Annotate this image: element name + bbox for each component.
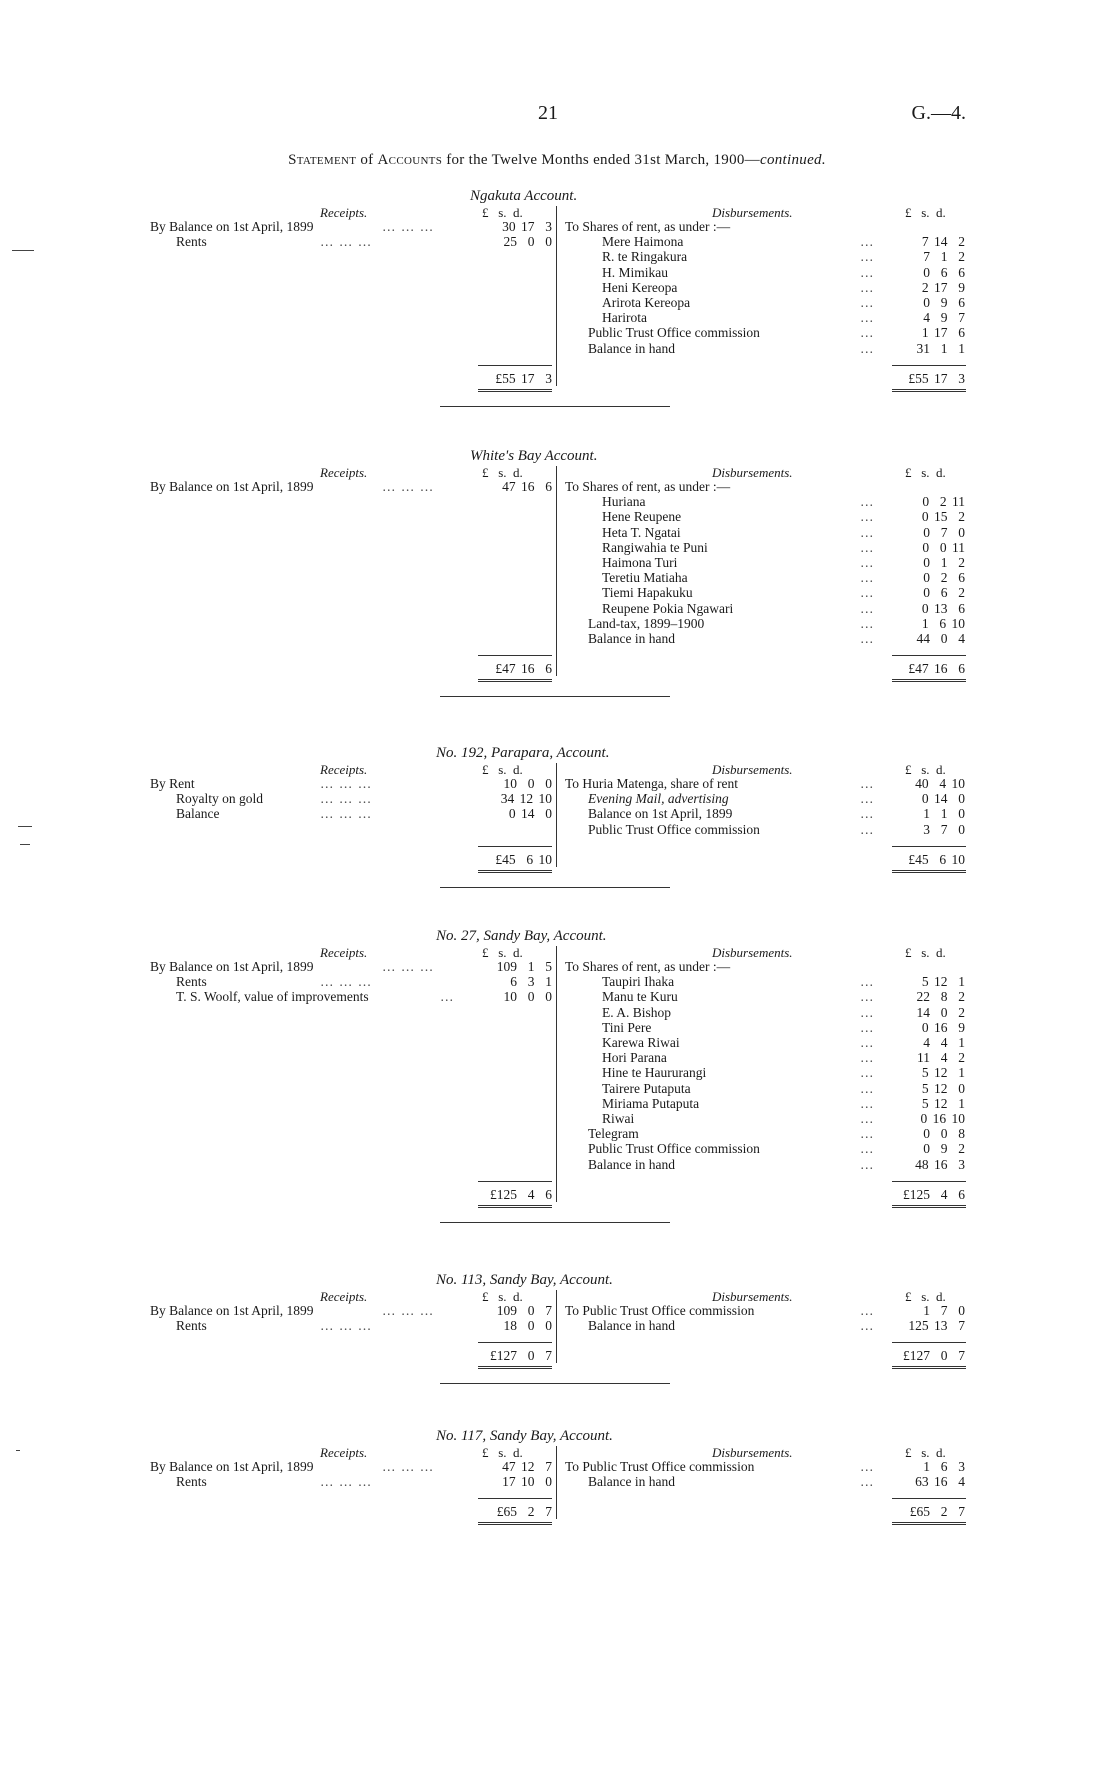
disbursement-label: Tini Pere xyxy=(602,1019,652,1035)
disbursement-amount: 22 8 2 xyxy=(916,989,965,1005)
receipts-total: £55 17 3 xyxy=(495,370,552,386)
column-divider xyxy=(556,1446,557,1519)
disbursements-heading: Disbursements. xyxy=(712,1289,793,1304)
receipts-heading: Receipts. xyxy=(320,945,368,960)
margin-mark xyxy=(16,1450,20,1451)
total-double-rule xyxy=(892,1522,966,1525)
receipt-amount: 17 10 0 xyxy=(502,1474,552,1490)
leader-dots: … xyxy=(860,234,875,250)
receipt-amount: 10 0 0 xyxy=(503,989,552,1005)
receipt-amount: 109 0 7 xyxy=(496,1303,552,1318)
receipt-amount: 0 14 0 xyxy=(508,806,552,822)
receipt-label: Royalty on gold xyxy=(176,791,263,807)
disbursement-label: To Shares of rent, as under :— xyxy=(565,219,731,234)
receipts-lsd-heading: £ s. d. xyxy=(482,945,523,960)
disbursements-heading: Disbursements. xyxy=(712,465,793,480)
receipt-amount: 47 16 6 xyxy=(502,479,552,494)
disbursements-heading: Disbursements. xyxy=(712,1445,793,1460)
total-double-rule xyxy=(892,870,966,873)
leader-dots: … xyxy=(860,1318,875,1334)
total-double-rule xyxy=(892,679,966,682)
disbursement-amount: 0 6 6 xyxy=(923,264,965,280)
total-rule xyxy=(892,1342,966,1343)
leader-dots: … xyxy=(860,570,875,586)
total-rule xyxy=(892,846,966,847)
total-double-rule xyxy=(478,1205,552,1208)
disbursement-amount: 31 1 1 xyxy=(916,340,965,356)
receipt-label: By Balance on 1st April, 1899 xyxy=(150,1459,314,1474)
leader-dots: … xyxy=(860,494,875,510)
disbursement-label: Karewa Riwai xyxy=(602,1035,680,1050)
disbursement-amount: 0 9 6 xyxy=(923,295,965,310)
disbursement-label: Haimona Turi xyxy=(602,555,678,570)
margin-mark xyxy=(12,250,34,251)
disbursement-label: Reupene Pokia Ngawari xyxy=(602,600,734,616)
leader-dots: … xyxy=(860,1141,875,1157)
disbursement-label: Miriama Putaputa xyxy=(602,1095,700,1111)
receipts-lsd-heading: £ s. d. xyxy=(482,1289,523,1304)
leader-dots: … … … xyxy=(320,776,373,791)
disbursements-total: £47 16 6 xyxy=(908,661,965,677)
title-rest: for the Twelve Months ended 31st March, 1900— xyxy=(446,152,760,168)
leader-dots: … xyxy=(860,1126,875,1142)
leader-dots: … xyxy=(860,1303,875,1318)
account-title: No. 27, Sandy Bay, Account. xyxy=(436,928,607,944)
leader-dots: … xyxy=(860,1095,875,1111)
leader-dots: … xyxy=(860,340,875,356)
receipts-heading: Receipts. xyxy=(320,762,368,777)
section-separator xyxy=(440,1222,670,1223)
disbursement-label: Teretiu Matiaha xyxy=(602,570,688,586)
disbursements-total: £65 2 7 xyxy=(909,1504,965,1520)
receipts-heading: Receipts. xyxy=(320,1445,368,1460)
disbursements-total: £45 6 10 xyxy=(908,851,965,867)
title-of: of xyxy=(360,152,374,168)
disbursement-amount: 0 0 8 xyxy=(923,1126,965,1142)
leader-dots: … … … xyxy=(382,219,435,234)
disbursement-label: Mere Haimona xyxy=(602,234,684,250)
leader-dots: … xyxy=(860,539,875,555)
disbursement-label: Arirota Kereopa xyxy=(602,295,691,310)
disbursement-amount: 0 16 10 xyxy=(920,1111,965,1126)
leader-dots: … xyxy=(860,1459,875,1474)
total-rule xyxy=(892,365,966,366)
receipts-total: £47 16 6 xyxy=(495,661,552,677)
disbursement-label: To Shares of rent, as under :— xyxy=(565,959,731,974)
disbursement-label: Balance in hand xyxy=(588,1156,675,1172)
leader-dots: … xyxy=(860,509,875,525)
account-title: No. 113, Sandy Bay, Account. xyxy=(436,1272,613,1288)
disbursement-label: Public Trust Office commission xyxy=(588,821,760,837)
disbursement-amount: 1 7 0 xyxy=(923,1303,965,1318)
receipt-label: Rents xyxy=(176,1318,207,1334)
account-title: No. 192, Parapara, Account. xyxy=(436,745,610,761)
disbursements-heading: Disbursements. xyxy=(712,205,793,220)
column-divider xyxy=(556,466,557,676)
disbursement-amount: 0 13 6 xyxy=(921,600,965,616)
disbursement-label: To Shares of rent, as under :— xyxy=(565,479,731,494)
title-accounts: Accounts xyxy=(377,152,443,168)
leader-dots: … xyxy=(860,1065,875,1081)
disbursement-amount: 1 1 0 xyxy=(923,806,965,822)
receipt-amount: 47 12 7 xyxy=(502,1459,552,1474)
total-rule xyxy=(478,1181,552,1182)
column-divider xyxy=(556,206,557,386)
leader-dots: … xyxy=(860,1050,875,1066)
disbursement-label: H. Mimikau xyxy=(602,264,668,280)
total-rule xyxy=(478,365,552,366)
receipt-label: Rents xyxy=(176,974,207,990)
leader-dots: … xyxy=(860,279,875,295)
receipt-label: Balance xyxy=(176,806,220,822)
disbursement-label: Harirota xyxy=(602,310,647,326)
disbursement-amount: 63 16 4 xyxy=(915,1474,965,1490)
disbursement-label: To Public Trust Office commission xyxy=(565,1459,755,1474)
receipt-amount: 6 3 1 xyxy=(510,974,552,990)
receipt-amount: 18 0 0 xyxy=(503,1318,552,1334)
leader-dots: … xyxy=(860,555,875,570)
receipt-label: By Balance on 1st April, 1899 xyxy=(150,219,314,234)
receipts-total: £45 6 10 xyxy=(495,851,552,867)
disbursement-label: Evening Mail, advertising xyxy=(588,791,729,807)
account-title: White's Bay Account. xyxy=(470,448,598,464)
leader-dots: … xyxy=(440,989,455,1005)
title-continued: continued. xyxy=(759,152,826,168)
disbursements-heading: Disbursements. xyxy=(712,945,793,960)
leader-dots: … xyxy=(860,325,875,341)
disbursement-amount: 0 16 9 xyxy=(921,1019,965,1035)
leader-dots: … xyxy=(860,1019,875,1035)
disbursement-amount: 0 9 2 xyxy=(923,1141,965,1157)
disbursement-label: Balance in hand xyxy=(588,631,675,646)
disbursement-amount: 125 13 7 xyxy=(908,1318,965,1334)
disbursement-amount: 5 12 1 xyxy=(921,974,965,990)
receipt-amount: 25 0 0 xyxy=(503,234,552,250)
leader-dots: … xyxy=(860,974,875,990)
disbursement-amount: 14 0 2 xyxy=(916,1004,965,1020)
disbursements-heading: Disbursements. xyxy=(712,762,793,777)
receipts-total: £127 0 7 xyxy=(490,1348,552,1364)
disbursement-label: To Public Trust Office commission xyxy=(565,1303,755,1318)
section-separator xyxy=(440,696,670,697)
leader-dots: … xyxy=(860,989,875,1005)
receipt-label: Rents xyxy=(176,1474,207,1490)
receipts-total: £125 4 6 xyxy=(490,1186,552,1202)
disbursement-amount: 0 15 2 xyxy=(921,509,965,525)
receipt-amount: 34 12 10 xyxy=(500,791,552,807)
leader-dots: … … … xyxy=(320,974,373,990)
disbursement-amount: 5 12 0 xyxy=(921,1080,965,1096)
total-rule xyxy=(892,1181,966,1182)
disbursements-total: £127 0 7 xyxy=(903,1348,965,1364)
margin-mark xyxy=(20,844,30,845)
leader-dots: … … … xyxy=(382,959,435,974)
receipt-label: By Balance on 1st April, 1899 xyxy=(150,1303,314,1318)
column-divider xyxy=(556,1290,557,1363)
disbursement-amount: 4 9 7 xyxy=(923,310,965,326)
receipts-lsd-heading: £ s. d. xyxy=(482,465,523,480)
section-separator xyxy=(440,887,670,888)
account-title: No. 117, Sandy Bay, Account. xyxy=(436,1428,613,1444)
disbursement-amount: 5 12 1 xyxy=(921,1095,965,1111)
leader-dots: … xyxy=(860,524,875,540)
disbursement-label: Balance in hand xyxy=(588,1318,675,1334)
disbursement-amount: 4 4 1 xyxy=(923,1035,965,1050)
disbursement-label: Hene Reupene xyxy=(602,509,682,525)
disbursement-label: Public Trust Office commission xyxy=(588,325,760,341)
disbursement-label: Balance on 1st April, 1899 xyxy=(588,806,733,822)
leader-dots: … xyxy=(860,1156,875,1172)
title-statement: Statement xyxy=(288,152,357,168)
disbursement-amount: 7 14 2 xyxy=(921,234,965,250)
leader-dots: … … … xyxy=(320,791,373,807)
total-double-rule xyxy=(478,679,552,682)
leader-dots: … xyxy=(860,1474,875,1490)
total-rule xyxy=(892,1498,966,1499)
receipts-heading: Receipts. xyxy=(320,465,368,480)
total-double-rule xyxy=(478,870,552,873)
disbursement-amount: 0 0 11 xyxy=(922,539,965,555)
disbursements-total: £55 17 3 xyxy=(908,370,965,386)
disbursement-label: Hine te Haururangi xyxy=(602,1065,707,1081)
disbursement-label: Land-tax, 1899–1900 xyxy=(588,615,705,631)
disbursement-amount: 3 7 0 xyxy=(923,821,965,837)
leader-dots: … … … xyxy=(320,806,373,822)
total-double-rule xyxy=(478,1522,552,1525)
receipt-amount: 10 0 0 xyxy=(503,776,552,791)
total-rule xyxy=(478,1498,552,1499)
disbursement-label: Taupiri Ihaka xyxy=(602,974,675,990)
leader-dots: … xyxy=(860,1004,875,1020)
disbursement-label: Telegram xyxy=(588,1126,639,1142)
disbursement-amount: 5 12 1 xyxy=(921,1065,965,1081)
leader-dots: … xyxy=(860,821,875,837)
leader-dots: … xyxy=(860,776,875,791)
disbursement-label: Manu te Kuru xyxy=(602,989,678,1005)
receipts-lsd-heading: £ s. d. xyxy=(482,1445,523,1460)
disbursement-label: Heni Kereopa xyxy=(602,279,678,295)
disbursement-amount: 1 6 3 xyxy=(923,1459,965,1474)
disbursements-lsd-heading: £ s. d. xyxy=(905,1445,946,1460)
disbursement-label: To Huria Matenga, share of rent xyxy=(565,776,738,791)
leader-dots: … xyxy=(860,249,875,265)
disbursement-label: R. te Ringakura xyxy=(602,249,688,265)
total-double-rule xyxy=(478,1366,552,1369)
disbursement-amount: 2 17 9 xyxy=(921,279,965,295)
leader-dots: … xyxy=(860,791,875,807)
leader-dots: … xyxy=(860,310,875,326)
disbursements-lsd-heading: £ s. d. xyxy=(905,205,946,220)
section-separator xyxy=(440,406,670,407)
receipts-heading: Receipts. xyxy=(320,1289,368,1304)
total-double-rule xyxy=(478,389,552,392)
disbursements-lsd-heading: £ s. d. xyxy=(905,945,946,960)
disbursements-lsd-heading: £ s. d. xyxy=(905,465,946,480)
disbursement-amount: 0 7 0 xyxy=(923,524,965,540)
disbursement-label: Tairere Putaputa xyxy=(602,1080,691,1096)
disbursement-amount: 1 17 6 xyxy=(921,325,965,341)
leader-dots: … xyxy=(860,264,875,280)
margin-mark xyxy=(18,826,32,827)
leader-dots: … xyxy=(860,1035,875,1050)
receipt-label: By Rent xyxy=(150,776,195,791)
page-number: 21 xyxy=(538,102,558,124)
receipts-lsd-heading: £ s. d. xyxy=(482,762,523,777)
leader-dots: … xyxy=(860,600,875,616)
receipt-label: Rents xyxy=(176,234,207,250)
leader-dots: … xyxy=(860,631,875,646)
leader-dots: … xyxy=(860,806,875,822)
leader-dots: … … … xyxy=(320,1318,373,1334)
receipt-label: By Balance on 1st April, 1899 xyxy=(150,959,314,974)
account-title: Ngakuta Account. xyxy=(470,188,578,204)
disbursement-amount: 0 14 0 xyxy=(921,791,965,807)
receipts-heading: Receipts. xyxy=(320,205,368,220)
disbursement-label: Balance in hand xyxy=(588,1474,675,1490)
disbursement-label: Tiemi Hapakuku xyxy=(602,585,693,601)
leader-dots: … … … xyxy=(320,1474,373,1490)
disbursement-amount: 11 4 2 xyxy=(917,1050,965,1066)
page-title xyxy=(0,152,1114,169)
total-rule xyxy=(892,655,966,656)
receipt-label: T. S. Woolf, value of improvements xyxy=(176,989,369,1005)
disbursement-amount: 1 6 10 xyxy=(921,615,965,631)
disbursement-label: Heta T. Ngatai xyxy=(602,524,681,540)
leader-dots: … … … xyxy=(320,234,373,250)
disbursements-lsd-heading: £ s. d. xyxy=(905,1289,946,1304)
receipt-amount: 109 1 5 xyxy=(496,959,552,974)
disbursements-lsd-heading: £ s. d. xyxy=(905,762,946,777)
receipt-amount: 30 17 3 xyxy=(502,219,552,234)
column-divider xyxy=(556,946,557,1202)
disbursement-label: Balance in hand xyxy=(588,340,675,356)
leader-dots: … xyxy=(860,585,875,601)
column-divider xyxy=(556,763,557,867)
total-double-rule xyxy=(892,1205,966,1208)
disbursement-label: Huriana xyxy=(602,494,646,510)
disbursement-label: Rangiwahia te Puni xyxy=(602,539,708,555)
leader-dots: … … … xyxy=(382,479,435,494)
total-rule xyxy=(478,846,552,847)
receipt-label: By Balance on 1st April, 1899 xyxy=(150,479,314,494)
disbursement-amount: 0 6 2 xyxy=(923,585,965,601)
disbursement-label: Hori Parana xyxy=(602,1050,667,1066)
disbursement-label: E. A. Bishop xyxy=(602,1004,672,1020)
leader-dots: … xyxy=(860,1080,875,1096)
document-reference: G.—4. xyxy=(911,102,966,124)
section-separator xyxy=(440,1383,670,1384)
disbursement-label: Public Trust Office commission xyxy=(588,1141,760,1157)
total-double-rule xyxy=(892,1366,966,1369)
disbursement-amount: 0 2 11 xyxy=(922,494,965,510)
disbursement-amount: 48 16 3 xyxy=(915,1156,965,1172)
disbursements-total: £125 4 6 xyxy=(903,1186,965,1202)
receipts-lsd-heading: £ s. d. xyxy=(482,205,523,220)
disbursement-label: Riwai xyxy=(602,1111,635,1126)
leader-dots: … xyxy=(860,295,875,310)
total-rule xyxy=(478,655,552,656)
leader-dots: … xyxy=(860,615,875,631)
disbursement-amount: 40 4 10 xyxy=(915,776,965,791)
total-rule xyxy=(478,1342,552,1343)
disbursement-amount: 44 0 4 xyxy=(916,631,965,646)
leader-dots: … xyxy=(860,1111,875,1126)
disbursement-amount: 0 1 2 xyxy=(923,555,965,570)
leader-dots: … … … xyxy=(382,1303,435,1318)
total-double-rule xyxy=(892,389,966,392)
disbursement-amount: 7 1 2 xyxy=(923,249,965,265)
leader-dots: … … … xyxy=(382,1459,435,1474)
disbursement-amount: 0 2 6 xyxy=(923,570,965,586)
receipts-total: £65 2 7 xyxy=(496,1504,552,1520)
